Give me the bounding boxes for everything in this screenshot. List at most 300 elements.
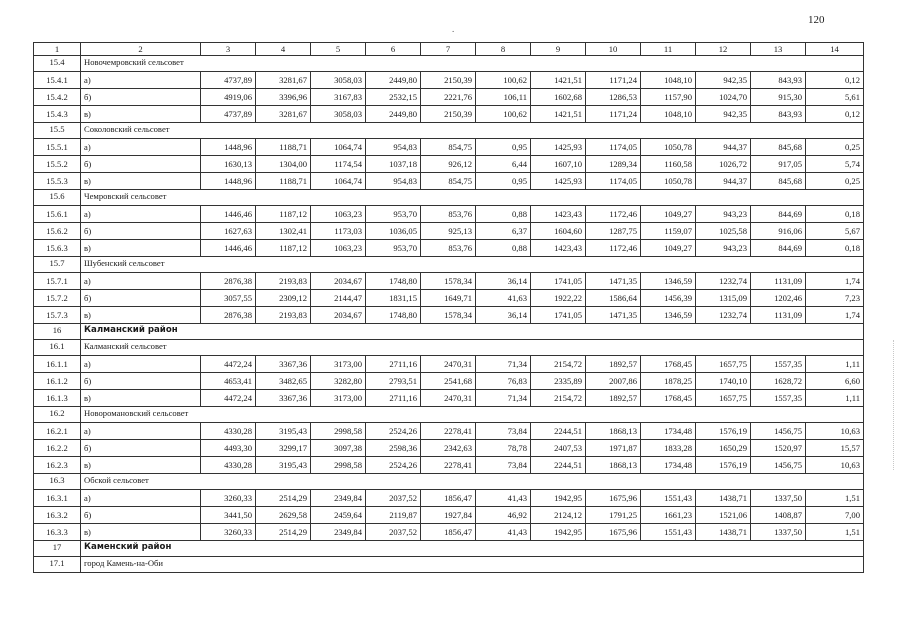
center-mark: . xyxy=(452,24,455,34)
value-cell: 1927,84 xyxy=(421,507,476,524)
value-cell: 1971,87 xyxy=(586,440,641,457)
value-cell: 3195,43 xyxy=(256,423,311,440)
value-cell: 3281,67 xyxy=(256,72,311,89)
row-code: 15.7.1 xyxy=(34,273,81,290)
row-category: б) xyxy=(81,223,201,240)
value-cell: 1602,68 xyxy=(531,89,586,106)
row-category: в) xyxy=(81,240,201,257)
row-code: 16.3 xyxy=(34,474,81,490)
value-cell: 1831,15 xyxy=(366,290,421,307)
council-row xyxy=(34,474,864,490)
table-row xyxy=(34,423,864,440)
value-cell: 1630,13 xyxy=(201,156,256,173)
value-cell: 1346,59 xyxy=(641,273,696,290)
value-cell: 3367,36 xyxy=(256,356,311,373)
value-cell: 1557,35 xyxy=(751,356,806,373)
value-cell: 2514,29 xyxy=(256,524,311,541)
row-code: 15.6.2 xyxy=(34,223,81,240)
value-cell: 3057,55 xyxy=(201,290,256,307)
value-cell: 1304,00 xyxy=(256,156,311,173)
value-cell: 1448,96 xyxy=(201,139,256,156)
value-cell: 944,37 xyxy=(696,173,751,190)
row-code: 16.1.1 xyxy=(34,356,81,373)
value-cell: 2007,86 xyxy=(586,373,641,390)
value-cell: 4472,24 xyxy=(201,390,256,407)
header-cell: 4 xyxy=(256,43,311,56)
header-cell: 1 xyxy=(34,43,81,56)
value-cell: 1438,71 xyxy=(696,524,751,541)
value-cell: 1578,34 xyxy=(421,307,476,324)
row-category: в) xyxy=(81,307,201,324)
row-code: 16.2.2 xyxy=(34,440,81,457)
council-row xyxy=(34,557,864,573)
value-cell: 1471,35 xyxy=(586,273,641,290)
value-cell: 1892,57 xyxy=(586,390,641,407)
row-category: б) xyxy=(81,89,201,106)
value-cell: 1576,19 xyxy=(696,457,751,474)
value-cell: 2876,38 xyxy=(201,273,256,290)
row-code: 16.2.1 xyxy=(34,423,81,440)
value-cell: 1604,60 xyxy=(531,223,586,240)
row-category: б) xyxy=(81,440,201,457)
value-cell: 2150,39 xyxy=(421,72,476,89)
value-cell: 0,18 xyxy=(806,240,864,257)
value-cell: 1768,45 xyxy=(641,390,696,407)
value-cell: 0,12 xyxy=(806,72,864,89)
value-cell: 1446,46 xyxy=(201,240,256,257)
row-code: 15.4.1 xyxy=(34,72,81,89)
value-cell: 3195,43 xyxy=(256,457,311,474)
value-cell: 844,69 xyxy=(751,206,806,223)
value-cell: 3441,50 xyxy=(201,507,256,524)
value-cell: 1740,10 xyxy=(696,373,751,390)
value-cell: 2711,16 xyxy=(366,356,421,373)
value-cell: 7,23 xyxy=(806,290,864,307)
row-category: в) xyxy=(81,457,201,474)
value-cell: 2598,36 xyxy=(366,440,421,457)
value-cell: 1188,71 xyxy=(256,139,311,156)
value-cell: 1551,43 xyxy=(641,490,696,507)
value-cell: 1520,97 xyxy=(751,440,806,457)
value-cell: 1036,05 xyxy=(366,223,421,240)
value-cell: 0,95 xyxy=(476,139,531,156)
value-cell: 2470,31 xyxy=(421,390,476,407)
value-cell: 926,12 xyxy=(421,156,476,173)
value-cell: 1741,05 xyxy=(531,273,586,290)
row-code: 15.5.3 xyxy=(34,173,81,190)
council-row xyxy=(34,56,864,72)
row-category: а) xyxy=(81,206,201,223)
row-code: 16.1.3 xyxy=(34,390,81,407)
header-cell: 6 xyxy=(366,43,421,56)
value-cell: 1187,12 xyxy=(256,240,311,257)
value-cell: 2278,41 xyxy=(421,457,476,474)
value-cell: 1025,58 xyxy=(696,223,751,240)
council-row xyxy=(34,340,864,356)
row-code: 15.7.3 xyxy=(34,307,81,324)
value-cell: 2711,16 xyxy=(366,390,421,407)
value-cell: 6,60 xyxy=(806,373,864,390)
row-code: 16.2.3 xyxy=(34,457,81,474)
value-cell: 1172,46 xyxy=(586,240,641,257)
table-row xyxy=(34,356,864,373)
value-cell: 1557,35 xyxy=(751,390,806,407)
header-row xyxy=(34,43,864,56)
row-code: 15.5.1 xyxy=(34,139,81,156)
value-cell: 2193,83 xyxy=(256,307,311,324)
value-cell: 106,11 xyxy=(476,89,531,106)
table-row xyxy=(34,89,864,106)
table-row xyxy=(34,524,864,541)
header-cell: 11 xyxy=(641,43,696,56)
value-cell: 1456,39 xyxy=(641,290,696,307)
value-cell: 954,83 xyxy=(366,139,421,156)
value-cell: 0,12 xyxy=(806,106,864,123)
value-cell: 2876,38 xyxy=(201,307,256,324)
value-cell: 1174,54 xyxy=(311,156,366,173)
council-row xyxy=(34,123,864,139)
row-category: б) xyxy=(81,156,201,173)
value-cell: 3097,38 xyxy=(311,440,366,457)
row-category: в) xyxy=(81,390,201,407)
row-category: в) xyxy=(81,173,201,190)
district-title: Калманский район xyxy=(81,324,864,340)
value-cell: 843,93 xyxy=(751,72,806,89)
value-cell: 2449,80 xyxy=(366,72,421,89)
value-cell: 1471,35 xyxy=(586,307,641,324)
value-cell: 76,83 xyxy=(476,373,531,390)
value-cell: 1576,19 xyxy=(696,423,751,440)
value-cell: 1202,46 xyxy=(751,290,806,307)
value-cell: 2244,51 xyxy=(531,423,586,440)
table-row xyxy=(34,373,864,390)
table-row xyxy=(34,240,864,257)
value-cell: 1661,23 xyxy=(641,507,696,524)
value-cell: 1232,74 xyxy=(696,307,751,324)
value-cell: 1,11 xyxy=(806,390,864,407)
value-cell: 1551,43 xyxy=(641,524,696,541)
row-category: б) xyxy=(81,373,201,390)
value-cell: 15,57 xyxy=(806,440,864,457)
value-cell: 2119,87 xyxy=(366,507,421,524)
value-cell: 1063,23 xyxy=(311,206,366,223)
value-cell: 0,88 xyxy=(476,240,531,257)
value-cell: 1448,96 xyxy=(201,173,256,190)
value-cell: 925,13 xyxy=(421,223,476,240)
value-cell: 1337,50 xyxy=(751,490,806,507)
value-cell: 943,23 xyxy=(696,240,751,257)
value-cell: 1346,59 xyxy=(641,307,696,324)
value-cell: 2037,52 xyxy=(366,490,421,507)
value-cell: 2541,68 xyxy=(421,373,476,390)
value-cell: 1768,45 xyxy=(641,356,696,373)
value-cell: 3260,33 xyxy=(201,524,256,541)
value-cell: 2998,58 xyxy=(311,457,366,474)
value-cell: 5,61 xyxy=(806,89,864,106)
council-row xyxy=(34,407,864,423)
value-cell: 1650,29 xyxy=(696,440,751,457)
value-cell: 1748,80 xyxy=(366,307,421,324)
value-cell: 1856,47 xyxy=(421,490,476,507)
table-row xyxy=(34,307,864,324)
value-cell: 1050,78 xyxy=(641,173,696,190)
value-cell: 853,76 xyxy=(421,206,476,223)
value-cell: 7,00 xyxy=(806,507,864,524)
value-cell: 1446,46 xyxy=(201,206,256,223)
value-cell: 6,44 xyxy=(476,156,531,173)
data-table xyxy=(33,42,864,573)
value-cell: 10,63 xyxy=(806,457,864,474)
value-cell: 2459,64 xyxy=(311,507,366,524)
header-cell: 3 xyxy=(201,43,256,56)
table-row xyxy=(34,390,864,407)
table-row xyxy=(34,72,864,89)
value-cell: 1,51 xyxy=(806,490,864,507)
value-cell: 1628,72 xyxy=(751,373,806,390)
value-cell: 1337,50 xyxy=(751,524,806,541)
value-cell: 0,25 xyxy=(806,139,864,156)
value-cell: 1425,93 xyxy=(531,173,586,190)
row-category: а) xyxy=(81,490,201,507)
header-cell: 9 xyxy=(531,43,586,56)
table-row xyxy=(34,507,864,524)
council-title: Соколовский сельсовет xyxy=(81,123,864,139)
value-cell: 1868,13 xyxy=(586,457,641,474)
value-cell: 2154,72 xyxy=(531,390,586,407)
value-cell: 1063,23 xyxy=(311,240,366,257)
council-title: Шубенский сельсовет xyxy=(81,257,864,273)
value-cell: 916,06 xyxy=(751,223,806,240)
value-cell: 2193,83 xyxy=(256,273,311,290)
table-row xyxy=(34,490,864,507)
row-code: 15.7.2 xyxy=(34,290,81,307)
council-row xyxy=(34,190,864,206)
value-cell: 3482,65 xyxy=(256,373,311,390)
table-row xyxy=(34,440,864,457)
value-cell: 942,35 xyxy=(696,106,751,123)
value-cell: 1048,10 xyxy=(641,72,696,89)
value-cell: 1,11 xyxy=(806,356,864,373)
row-code: 15.6.1 xyxy=(34,206,81,223)
value-cell: 1734,48 xyxy=(641,423,696,440)
row-code: 15.5 xyxy=(34,123,81,139)
table-row xyxy=(34,106,864,123)
value-cell: 73,84 xyxy=(476,423,531,440)
table-row xyxy=(34,139,864,156)
value-cell: 1456,75 xyxy=(751,423,806,440)
row-code: 15.7 xyxy=(34,257,81,273)
value-cell: 1675,96 xyxy=(586,490,641,507)
page-number: 120 xyxy=(808,14,825,26)
value-cell: 2034,67 xyxy=(311,273,366,290)
value-cell: 1160,58 xyxy=(641,156,696,173)
value-cell: 4472,24 xyxy=(201,356,256,373)
value-cell: 1024,70 xyxy=(696,89,751,106)
district-title: Каменский район xyxy=(81,541,864,557)
district-row xyxy=(34,324,864,340)
row-code: 15.6 xyxy=(34,190,81,206)
value-cell: 1657,75 xyxy=(696,356,751,373)
row-code: 16 xyxy=(34,324,81,340)
table-row xyxy=(34,457,864,474)
row-category: а) xyxy=(81,356,201,373)
value-cell: 71,34 xyxy=(476,390,531,407)
council-title: Новочемровский сельсовет xyxy=(81,56,864,72)
value-cell: 4653,41 xyxy=(201,373,256,390)
value-cell: 2342,63 xyxy=(421,440,476,457)
council-title: Чемровский сельсовет xyxy=(81,190,864,206)
value-cell: 46,92 xyxy=(476,507,531,524)
value-cell: 1607,10 xyxy=(531,156,586,173)
value-cell: 1232,74 xyxy=(696,273,751,290)
table-body xyxy=(34,43,864,573)
value-cell: 1521,06 xyxy=(696,507,751,524)
scan-edge-mark xyxy=(893,340,895,470)
value-cell: 1172,46 xyxy=(586,206,641,223)
value-cell: 0,88 xyxy=(476,206,531,223)
value-cell: 2144,47 xyxy=(311,290,366,307)
value-cell: 2124,12 xyxy=(531,507,586,524)
value-cell: 1421,51 xyxy=(531,72,586,89)
header-cell: 10 xyxy=(586,43,641,56)
value-cell: 2335,89 xyxy=(531,373,586,390)
value-cell: 2037,52 xyxy=(366,524,421,541)
value-cell: 854,75 xyxy=(421,139,476,156)
value-cell: 3282,80 xyxy=(311,373,366,390)
value-cell: 1171,24 xyxy=(586,72,641,89)
value-cell: 843,93 xyxy=(751,106,806,123)
value-cell: 1578,34 xyxy=(421,273,476,290)
table-row xyxy=(34,173,864,190)
value-cell: 1026,72 xyxy=(696,156,751,173)
value-cell: 1456,75 xyxy=(751,457,806,474)
value-cell: 1586,64 xyxy=(586,290,641,307)
value-cell: 1425,93 xyxy=(531,139,586,156)
value-cell: 1171,24 xyxy=(586,106,641,123)
row-code: 16.2 xyxy=(34,407,81,423)
table-row xyxy=(34,223,864,240)
value-cell: 3299,17 xyxy=(256,440,311,457)
value-cell: 3367,36 xyxy=(256,390,311,407)
value-cell: 2532,15 xyxy=(366,89,421,106)
value-cell: 1856,47 xyxy=(421,524,476,541)
row-code: 17 xyxy=(34,541,81,557)
value-cell: 2449,80 xyxy=(366,106,421,123)
value-cell: 0,95 xyxy=(476,173,531,190)
council-title: Обской сельсовет xyxy=(81,474,864,490)
value-cell: 2349,84 xyxy=(311,490,366,507)
value-cell: 1050,78 xyxy=(641,139,696,156)
value-cell: 3058,03 xyxy=(311,106,366,123)
value-cell: 1173,03 xyxy=(311,223,366,240)
value-cell: 1438,71 xyxy=(696,490,751,507)
value-cell: 1627,63 xyxy=(201,223,256,240)
district-row xyxy=(34,541,864,557)
value-cell: 1942,95 xyxy=(531,524,586,541)
value-cell: 2349,84 xyxy=(311,524,366,541)
header-cell: 5 xyxy=(311,43,366,56)
value-cell: 2998,58 xyxy=(311,423,366,440)
row-category: а) xyxy=(81,273,201,290)
header-cell: 7 xyxy=(421,43,476,56)
value-cell: 1315,09 xyxy=(696,290,751,307)
value-cell: 1174,05 xyxy=(586,173,641,190)
row-code: 16.3.3 xyxy=(34,524,81,541)
value-cell: 1287,75 xyxy=(586,223,641,240)
value-cell: 1286,53 xyxy=(586,89,641,106)
table-row xyxy=(34,206,864,223)
value-cell: 71,34 xyxy=(476,356,531,373)
value-cell: 78,78 xyxy=(476,440,531,457)
value-cell: 4919,06 xyxy=(201,89,256,106)
value-cell: 0,18 xyxy=(806,206,864,223)
row-code: 15.6.3 xyxy=(34,240,81,257)
value-cell: 1657,75 xyxy=(696,390,751,407)
value-cell: 944,37 xyxy=(696,139,751,156)
value-cell: 1064,74 xyxy=(311,139,366,156)
value-cell: 3396,96 xyxy=(256,89,311,106)
value-cell: 915,30 xyxy=(751,89,806,106)
value-cell: 1734,48 xyxy=(641,457,696,474)
value-cell: 36,14 xyxy=(476,273,531,290)
value-cell: 844,69 xyxy=(751,240,806,257)
value-cell: 2793,51 xyxy=(366,373,421,390)
row-category: в) xyxy=(81,524,201,541)
value-cell: 1675,96 xyxy=(586,524,641,541)
value-cell: 0,25 xyxy=(806,173,864,190)
value-cell: 1131,09 xyxy=(751,307,806,324)
table-row xyxy=(34,156,864,173)
value-cell: 854,75 xyxy=(421,173,476,190)
value-cell: 2154,72 xyxy=(531,356,586,373)
value-cell: 4330,28 xyxy=(201,457,256,474)
row-code: 15.4.2 xyxy=(34,89,81,106)
row-code: 16.1 xyxy=(34,340,81,356)
value-cell: 953,70 xyxy=(366,206,421,223)
row-category: а) xyxy=(81,423,201,440)
value-cell: 1157,90 xyxy=(641,89,696,106)
value-cell: 3058,03 xyxy=(311,72,366,89)
row-category: а) xyxy=(81,72,201,89)
row-category: б) xyxy=(81,290,201,307)
value-cell: 5,74 xyxy=(806,156,864,173)
value-cell: 6,37 xyxy=(476,223,531,240)
value-cell: 2034,67 xyxy=(311,307,366,324)
header-cell: 8 xyxy=(476,43,531,56)
value-cell: 1649,71 xyxy=(421,290,476,307)
value-cell: 953,70 xyxy=(366,240,421,257)
value-cell: 1423,43 xyxy=(531,206,586,223)
value-cell: 3281,67 xyxy=(256,106,311,123)
value-cell: 2524,26 xyxy=(366,457,421,474)
value-cell: 2244,51 xyxy=(531,457,586,474)
value-cell: 1048,10 xyxy=(641,106,696,123)
value-cell: 1748,80 xyxy=(366,273,421,290)
value-cell: 1,74 xyxy=(806,273,864,290)
value-cell: 1868,13 xyxy=(586,423,641,440)
value-cell: 2524,26 xyxy=(366,423,421,440)
header-cell: 14 xyxy=(806,43,864,56)
row-code: 15.5.2 xyxy=(34,156,81,173)
value-cell: 1049,27 xyxy=(641,206,696,223)
value-cell: 943,23 xyxy=(696,206,751,223)
council-title: город Камень-на-Оби xyxy=(81,557,864,573)
header-cell: 12 xyxy=(696,43,751,56)
value-cell: 2514,29 xyxy=(256,490,311,507)
value-cell: 36,14 xyxy=(476,307,531,324)
value-cell: 845,68 xyxy=(751,173,806,190)
header-cell: 13 xyxy=(751,43,806,56)
